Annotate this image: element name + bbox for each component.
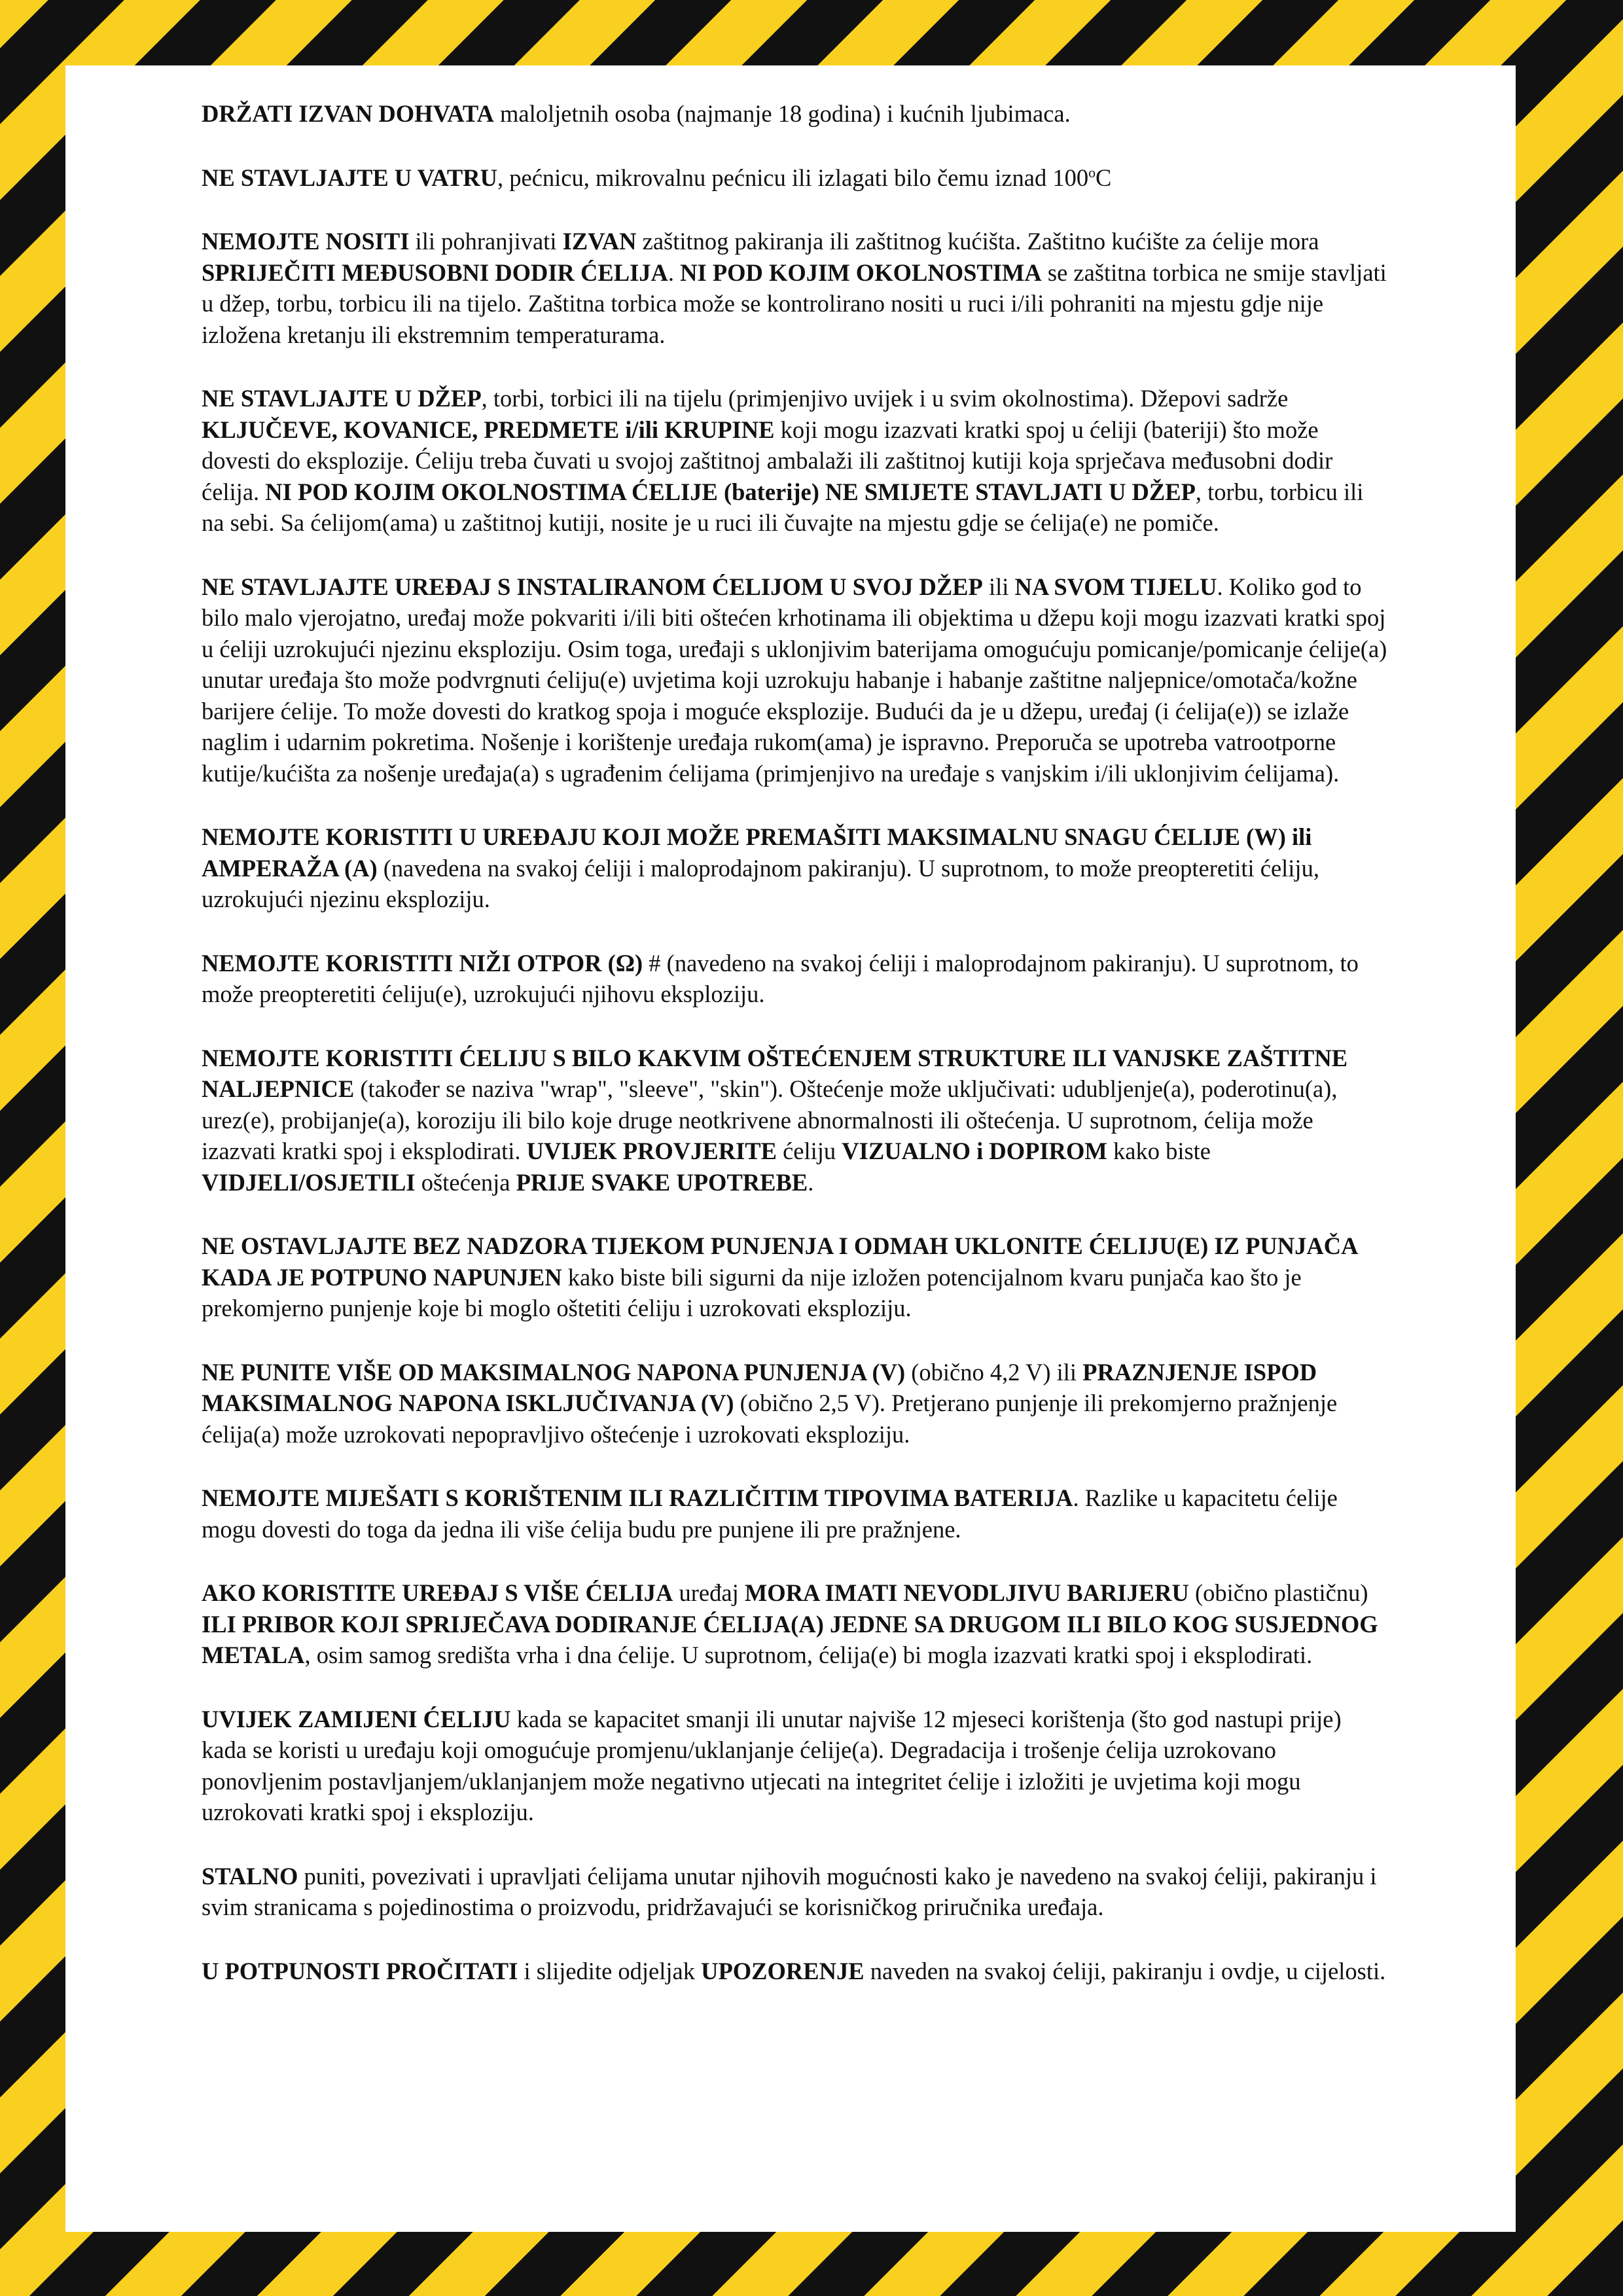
body-text: i slijedite odjeljak xyxy=(518,1957,702,1984)
body-text: ćeliju xyxy=(776,1138,842,1164)
emphasis-text: AKO KORISTITE UREĐAJ S VIŠE ĆELIJA xyxy=(202,1579,673,1606)
body-text: uređaj xyxy=(673,1579,745,1606)
body-text: , torbi, torbici ili na tijelu (primjenjivo uvijek i u svim okolnostima). Džepovi sadrže xyxy=(481,385,1289,412)
emphasis-text: NE PUNITE VIŠE OD MAKSIMALNOG NAPONA PUNJENJA (V) xyxy=(202,1358,906,1386)
emphasis-text: NE STAVLJAJTE UREĐAJ S INSTALIRANOM ĆELIJOM U SVOJ DŽEP xyxy=(202,573,983,600)
body-text: ili xyxy=(982,573,1015,600)
emphasis-text: STALNO xyxy=(202,1862,298,1890)
body-text: , osim samog središta vrha i dna ćelije. U suprotnom, ćelija(e) bi mogla izazvati kratki spoj i eksplodirati. xyxy=(304,1641,1313,1668)
body-text: . xyxy=(668,259,681,286)
emphasis-text: UVIJEK ZAMIJENI ĆELIJU xyxy=(202,1705,511,1732)
warning-paragraph xyxy=(202,98,1391,130)
emphasis-text: MORA IMATI NEVODLJIVU BARIJERU xyxy=(744,1579,1189,1606)
emphasis-text: UVIJEK PROVJERITE xyxy=(526,1138,777,1164)
emphasis-text: NEMOJTE KORISTITI NIŽI OTPOR (Ω) xyxy=(202,949,643,977)
emphasis-text: VIZUALNO i DOPIROM xyxy=(842,1138,1107,1164)
body-text: maloljetnih osoba (najmanje 18 godina) i kućnih ljubimaca. xyxy=(493,100,1071,127)
warning-paragraph xyxy=(202,1861,1391,1923)
body-text: . xyxy=(808,1168,814,1196)
body-text: (obično plastičnu) xyxy=(1188,1579,1368,1606)
body-text: (navedena na svakoj ćeliji i maloprodajnom pakiranju). U suprotnom, to može preopteretiti ćeliju, uzrokujući njezinu eksploziju. xyxy=(202,854,1319,912)
body-text: puniti, povezivati i upravljati ćelijama unutar njihovih mogućnosti kako je navedeno na svakoj ćeliji, pakiranju i svim stranicama s pojedinostima o proizvodu, pridržavajući se korisničkog priručnika uređaja. xyxy=(202,1862,1377,1920)
warning-paragraph xyxy=(202,383,1391,539)
emphasis-text: NEMOJTE NOSITI xyxy=(202,228,410,255)
emphasis-text: U POTPUNOSTI PROČITATI xyxy=(202,1957,518,1984)
warning-paragraph xyxy=(202,1482,1391,1545)
emphasis-text: DRŽATI IZVAN DOHVATA xyxy=(202,100,494,127)
emphasis-text: IZVAN xyxy=(562,228,637,255)
safety-warning-text xyxy=(202,98,1391,1986)
body-text: (obično 2,5 V). Pretjerano punjenje ili prekomjerno pražnjenje ćelija(a) može uzrokovati nepopravljivo oštećenje i uzrokovati eksploziju. xyxy=(202,1390,1338,1448)
warning-paragraph xyxy=(202,571,1391,789)
body-text: . Razlike u kapacitetu ćelije mogu dovesti do toga da jedna ili više ćelija budu pre punjene ili pre pražnjene. xyxy=(202,1484,1338,1543)
warning-paragraph xyxy=(202,1043,1391,1198)
body-text: . Koliko god to bilo malo vjerojatno, uređaj može pokvariti i/ili biti oštećen krhotinama ili objektima u džepu koji mogu izazvati kratki spoj u ćeliji uzrokujući njezinu eksploziju. Osim toga, uređaji s uklonjivim baterijama omogućuju pomicanje/pomicanje ćelije(a) unutar uređaja što može podvrgnuti ćeliju(e) uvjetima koji uzrokuju habanje i habanje zaštitne naljepnice/omotača/kožne barijere ćelije. To može dovesti do kratkog spoja i moguće eksplozije. Budući da je u džepu, uređaj (i ćelija(e)) se izlaže naglim i udarnim pokretima. Nošenje i korištenje uređaja rukom(ama) je ispravno. Preporuča se upotreba vatrootporne kutije/kućišta za nošenje uređaja(a) s ugrađenim ćelijama (primjenjivo na uređaje s vanjskim i/ili uklonjivim ćelijama). xyxy=(202,573,1387,787)
warning-paragraph xyxy=(202,1577,1391,1671)
emphasis-text: UPOZORENJE xyxy=(701,1957,865,1984)
emphasis-text: NEMOJTE KORISTITI U UREĐAJU KOJI MOŽE PREMAŠITI MAKSIMALNU SNAGU ĆELIJE (W) ili AMPERAŽA (A) xyxy=(202,823,1312,882)
body-text: , pećnicu, mikrovalnu pećnicu ili izlagati bilo čemu iznad 100 xyxy=(497,164,1089,191)
warning-paragraph xyxy=(202,1357,1391,1450)
warning-panel xyxy=(65,65,1516,2232)
body-text: naveden na svakoj ćeliji, pakiranju i ovdje, u cijelosti. xyxy=(864,1957,1386,1984)
warning-paragraph xyxy=(202,821,1391,915)
warning-paragraph xyxy=(202,1704,1391,1828)
body-text: (obično 4,2 V) ili xyxy=(905,1358,1083,1386)
body-text: C xyxy=(1096,164,1112,191)
body-text: , torbu, torbicu ili na sebi. Sa ćelijom(ama) u zaštitnoj kutiji, nosite je u ruci ili čuvajte na mjestu gdje se ćelija(e) ne pomiče. xyxy=(202,478,1364,536)
body-text: se zaštitna torbica ne smije stavljati u džep, torbu, torbicu ili na tijelo. Zaštitna torbica može se kontrolirano nositi u ruci i/ili pohraniti na mjestu gdje nije izložena kretanju ili ekstremnim temperaturama. xyxy=(202,259,1387,348)
warning-paragraph xyxy=(202,1230,1391,1324)
body-text: kako biste bili sigurni da nije izložen potencijalnom kvaru punjača kao što je prekomjerno punjenje koje bi moglo oštetiti ćeliju i uzrokovati eksploziju. xyxy=(202,1263,1302,1321)
emphasis-text: NI POD KOJIM OKOLNOSTIMA ĆELIJE (baterije) NE SMIJETE STAVLJATI U DŽEP xyxy=(265,478,1196,505)
emphasis-text: VIDJELI/OSJETILI xyxy=(202,1168,416,1196)
emphasis-text: KLJUČEVE, KOVANICE, PREDMETE i/ili KRUPINE xyxy=(202,416,775,443)
emphasis-text: NI POD KOJIM OKOLNOSTIMA xyxy=(680,259,1042,286)
warning-paragraph xyxy=(202,226,1391,350)
body-text: oštećenja xyxy=(415,1168,516,1196)
warning-paragraph xyxy=(202,162,1391,194)
body-text: koji mogu izazvati kratki spoj u ćeliji (bateriji) što može dovesti do eksplozije. Ćeliju treba čuvati u svojoj zaštitnoj ambalaži ili zaštitnoj kutiji koja sprječava međusobni dodir ćelija. xyxy=(202,416,1333,505)
emphasis-text: NEMOJTE MIJEŠATI S KORIŠTENIM ILI RAZLIČITIM TIPOVIMA BATERIJA xyxy=(202,1484,1073,1511)
emphasis-text: NA SVOM TIJELU xyxy=(1014,573,1217,600)
warning-paragraph xyxy=(202,948,1391,1010)
body-text: zaštitnog pakiranja ili zaštitnog kućišta. Zaštitno kućište za ćelije mora xyxy=(636,228,1319,255)
superscript-text: o xyxy=(1088,164,1096,181)
body-text: ili pohranjivati xyxy=(409,228,563,255)
emphasis-text: NE STAVLJAJTE U DŽEP xyxy=(202,385,482,412)
body-text: # (navedeno na svakoj ćeliji i maloprodajnom pakiranju). U suprotnom, to može preopteretiti ćeliju(e), uzrokujući njihovu eksploziju. xyxy=(202,949,1359,1007)
body-text: kada se kapacitet smanji ili unutar najviše 12 mjeseci korištenja (što god nastupi prije) kada se koristi u uređaju koji omogućuje promjenu/uklanjanje ćelije(a). Degradacija i trošenje ćelija uzrokovano ponovljenim postavljanjem/uklanjanjem može negativno utjecati na integritet ćelije i izložiti je uvjetima koji mogu uzrokovati kratki spoj i eksploziju. xyxy=(202,1705,1342,1825)
emphasis-text: PRAZNJENJE ISPOD MAKSIMALNOG NAPONA ISKLJUČIVANJA (V) xyxy=(202,1358,1317,1416)
body-text: (također se naziva "wrap", "sleeve", "skin"). Oštećenje može uključivati: udubljenje(a), poderotinu(a), urez(e), probijanje(a), koroziju ili bilo koje druge neotkrivene abnormalnosti ili oštećenja. U suprotnom, ćelija može izazvati kratki spoj i eksplodirati. xyxy=(202,1075,1338,1164)
emphasis-text: ILI PRIBOR KOJI SPRIJEČAVA DODIRANJE ĆELIJA(A) JEDNE SA DRUGOM ILI BILO KOG SUSJEDNOG METALA xyxy=(202,1610,1378,1668)
emphasis-text: NEMOJTE KORISTITI ĆELIJU S BILO KAKVIM OŠTEĆENJEM STRUKTURE ILI VANJSKE ZAŠTITNE NALJEPNICE xyxy=(202,1044,1348,1102)
emphasis-text: NE STAVLJAJTE U VATRU xyxy=(202,164,497,191)
emphasis-text: NE OSTAVLJAJTE BEZ NADZORA TIJEKOM PUNJENJA I ODMAH UKLONITE ĆELIJU(E) IZ PUNJAČA KADA JE POTPUNO NAPUNJEN xyxy=(202,1232,1357,1291)
emphasis-text: SPRIJEČITI MEĐUSOBNI DODIR ĆELIJA xyxy=(202,259,668,286)
warning-paragraph xyxy=(202,1956,1391,1987)
body-text: kako biste xyxy=(1107,1138,1211,1164)
emphasis-text: PRIJE SVAKE UPOTREBE xyxy=(516,1168,808,1196)
